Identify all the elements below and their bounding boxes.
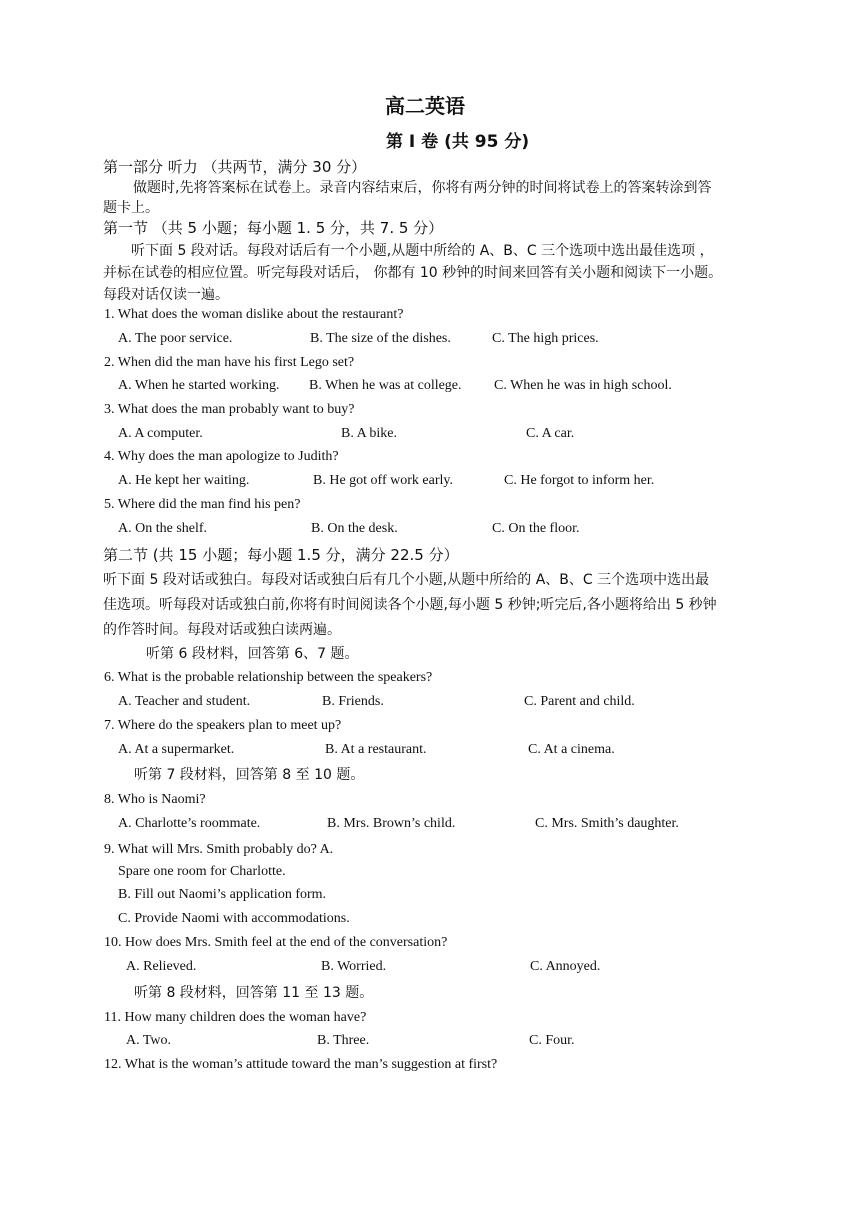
option-b[interactable]: B. Three.	[317, 1033, 370, 1048]
option-b[interactable]: B. Friends.	[322, 694, 384, 709]
page-subtitle: 第 I 卷 (共 95 分)	[386, 132, 530, 152]
section2-instruction-line: 的作答时间。每段对话或独白读两遍。	[103, 622, 341, 638]
option-c[interactable]: C. He forgot to inform her.	[504, 473, 655, 488]
section2-instruction-line: 听下面 5 段对话或独白。每段对话或独白后有几个小题,从题中所给的 A、B、C 三个选项中选出最	[103, 572, 710, 588]
question-stem: 3. What does the man probably want to buy?	[104, 402, 355, 417]
option-b[interactable]: B. A bike.	[341, 426, 398, 441]
option-a[interactable]: A. The poor service.	[118, 331, 233, 346]
option-c[interactable]: C. Parent and child.	[524, 694, 635, 709]
question-stem: 9. What will Mrs. Smith probably do? A.	[104, 842, 334, 857]
option-a[interactable]: Spare one room for Charlotte.	[118, 864, 286, 879]
option-b[interactable]: B. On the desk.	[311, 521, 398, 536]
option-c[interactable]: C. The high prices.	[492, 331, 599, 346]
section1-heading: 第一节 （共 5 小题；每小题 1. 5 分，共 7. 5 分）	[103, 219, 444, 237]
option-c[interactable]: C. Provide Naomi with accommodations.	[118, 911, 350, 926]
option-c[interactable]: C. When he was in high school.	[494, 378, 672, 393]
material-heading: 听第 8 段材料，回答第 11 至 13 题。	[134, 985, 374, 1001]
option-b[interactable]: B. The size of the dishes.	[310, 331, 451, 346]
section1-instruction-line: 听下面 5 段对话。每段对话后有一个小题,从题中所给的 A、B、C 三个选项中选出最佳选项 ，	[131, 243, 714, 259]
material-heading: 听第 7 段材料，回答第 8 至 10 题。	[134, 767, 365, 783]
option-c[interactable]: C. Annoyed.	[530, 959, 601, 974]
question-stem: 10. How does Mrs. Smith feel at the end of the conversation?	[104, 935, 448, 950]
question-stem: 7. Where do the speakers plan to meet up?	[104, 718, 342, 733]
material-heading: 听第 6 段材料，回答第 6、7 题。	[146, 646, 359, 662]
option-c[interactable]: C. A car.	[526, 426, 575, 441]
option-c[interactable]: C. On the floor.	[492, 521, 580, 536]
option-a[interactable]: A. A computer.	[118, 426, 203, 441]
option-a[interactable]: A. On the shelf.	[118, 521, 208, 536]
question-stem: 4. Why does the man apologize to Judith?	[104, 449, 339, 464]
option-a[interactable]: A. Relieved.	[126, 959, 197, 974]
section2-heading: 第二节 (共 15 小题；每小题 1.5 分，满分 22.5 分）	[103, 546, 459, 564]
question-stem: 12. What is the woman’s attitude toward the man’s suggestion at first?	[104, 1057, 498, 1072]
page-title: 高二英语	[385, 94, 465, 118]
section2-instruction-line: 佳选项。听每段对话或独白前,你将有时间阅读各个小题,每小题 5 秒钟;听完后,各小题将给出 5 秒钟	[103, 597, 717, 613]
part1-heading: 第一部分 听力 （共两节，满分 30 分）	[103, 158, 367, 176]
option-c[interactable]: C. Four.	[529, 1033, 575, 1048]
option-a[interactable]: A. When he started working.	[118, 378, 280, 393]
option-b[interactable]: B. Worried.	[321, 959, 387, 974]
section1-instruction-line: 每段对话仅读一遍。	[103, 287, 229, 303]
option-b[interactable]: B. Fill out Naomi’s application form.	[118, 887, 327, 902]
option-b[interactable]: B. At a restaurant.	[325, 742, 427, 757]
option-a[interactable]: A. He kept her waiting.	[118, 473, 250, 488]
option-a[interactable]: A. Two.	[126, 1033, 172, 1048]
option-b[interactable]: B. Mrs. Brown’s child.	[327, 816, 456, 831]
question-stem: 5. Where did the man find his pen?	[104, 497, 301, 512]
option-c[interactable]: C. Mrs. Smith’s daughter.	[535, 816, 679, 831]
question-stem: 11. How many children does the woman have?	[104, 1010, 367, 1025]
option-a[interactable]: A. Charlotte’s roommate.	[118, 816, 261, 831]
part1-instruction-line: 做题时,先将答案标在试卷上。录音内容结束后，你将有两分钟的时间将试卷上的答案转涂到答	[133, 180, 712, 196]
question-stem: 1. What does the woman dislike about the restaurant?	[104, 307, 404, 322]
part1-instruction-line: 题卡上。	[103, 200, 159, 216]
option-b[interactable]: B. He got off work early.	[313, 473, 453, 488]
question-stem: 2. When did the man have his first Lego set?	[104, 355, 355, 370]
option-b[interactable]: B. When he was at college.	[309, 378, 462, 393]
section1-instruction-line: 并标在试卷的相应位置。听完每段对话后， 你都有 10 秒钟的时间来回答有关小题和阅读下一小题。	[103, 265, 723, 281]
question-stem: 6. What is the probable relationship between the speakers?	[104, 670, 433, 685]
question-stem: 8. Who is Naomi?	[104, 792, 206, 807]
option-a[interactable]: A. At a supermarket.	[118, 742, 235, 757]
option-c[interactable]: C. At a cinema.	[528, 742, 615, 757]
option-a[interactable]: A. Teacher and student.	[118, 694, 251, 709]
